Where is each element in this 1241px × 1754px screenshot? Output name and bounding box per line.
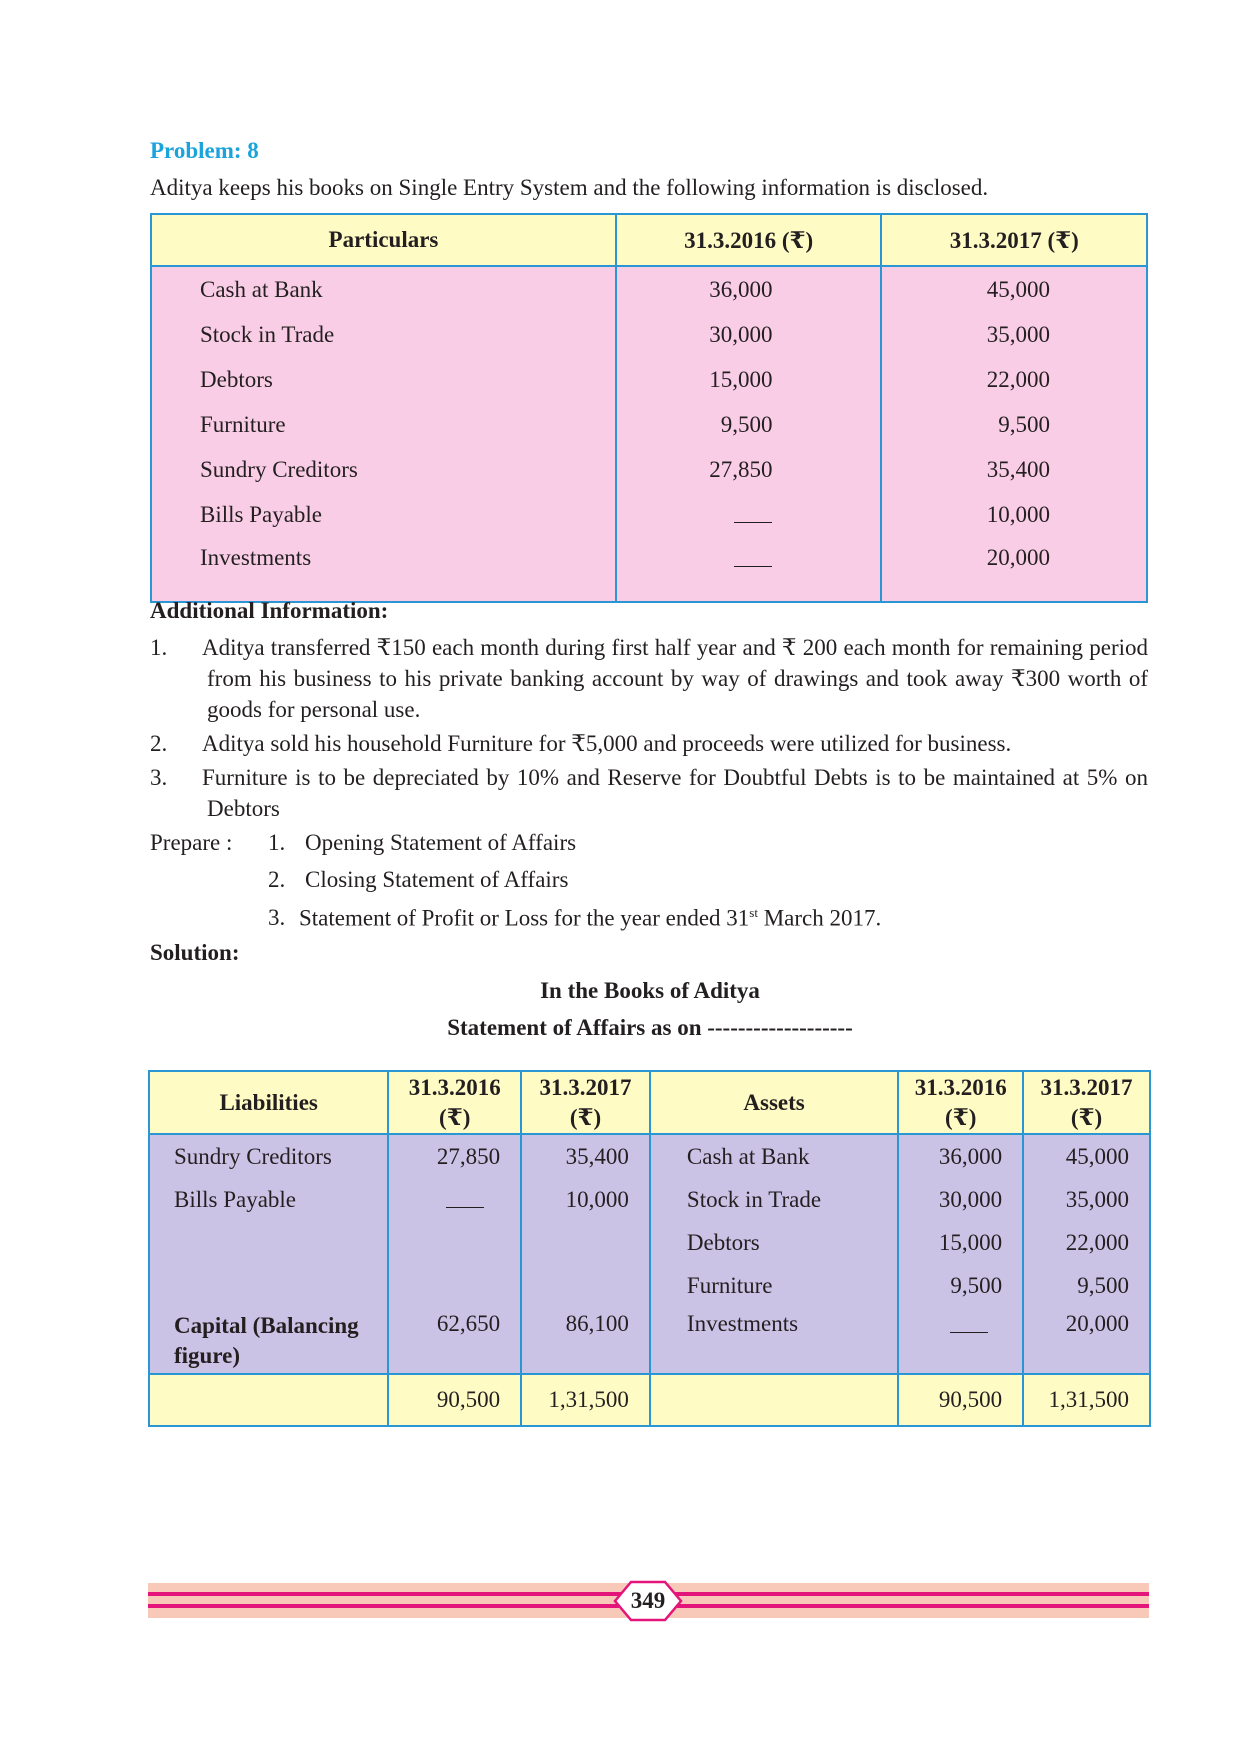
value-2016-cell: 9,500 [616, 402, 882, 447]
nil-dash [734, 565, 772, 567]
item-number: 3. [150, 765, 168, 790]
table-row [151, 402, 1147, 447]
total-asset-2016: 90,500 [898, 1374, 1023, 1426]
table-row [149, 1221, 1150, 1264]
value-2017-cell: 22,000 [881, 357, 1147, 402]
table-row [151, 537, 1147, 602]
header-asset-2016: 31.3.2016 (₹) [898, 1071, 1023, 1134]
table-row [149, 1134, 1150, 1178]
item-text: Aditya sold his household Furniture for ₹5,000 and proceeds were utilized for business. [202, 731, 1012, 756]
item-number: 2. [150, 731, 168, 756]
asset-2017: 45,000 [1023, 1134, 1150, 1178]
header-liab-2016: 31.3.2016 (₹) [388, 1071, 521, 1134]
prepare-item-number: 3. [268, 905, 286, 930]
totals-row [149, 1374, 1150, 1426]
asset-name: Stock in Trade [650, 1178, 898, 1221]
page-number: 349 [630, 1588, 666, 1613]
prepare-item-number: 1. [268, 830, 286, 855]
liability-name: Sundry Creditors [149, 1134, 388, 1178]
header-asset-2017: 31.3.2017 (₹) [1023, 1071, 1150, 1134]
asset-2017: 35,000 [1023, 1178, 1150, 1221]
information-table [150, 213, 1148, 603]
asset-2017: 9,500 [1023, 1264, 1150, 1307]
solution-title-books: In the Books of Aditya [540, 978, 760, 1003]
liability-2017: 10,000 [521, 1178, 650, 1221]
nil-dash [734, 521, 772, 523]
prepare-item-text: Statement of Profit or Loss for the year ended 31st March 2017. [299, 905, 882, 931]
statement-of-affairs-table [148, 1070, 1151, 1427]
value-2017-cell: 45,000 [881, 266, 1147, 312]
particular-cell: Stock in Trade [151, 312, 616, 357]
additional-info-heading: Additional Information: [150, 598, 389, 623]
intro-text: Aditya keeps his books on Single Entry System and the following information is disclosed. [150, 175, 989, 200]
asset-2016: 36,000 [898, 1134, 1023, 1178]
header-particulars: Particulars [151, 214, 616, 266]
prepare-item-number: 2. [268, 867, 286, 892]
statement-table-header [149, 1071, 1150, 1134]
value-2017-cell: 35,000 [881, 312, 1147, 357]
item-text: Furniture is to be depreciated by 10% and Reserve for Doubtful Debts is to be maintained at 5% on Debtors [202, 765, 1148, 821]
header-assets: Assets [650, 1071, 898, 1134]
prepare-label: Prepare : [150, 830, 233, 855]
particular-cell: Sundry Creditors [151, 447, 616, 492]
asset-2016 [898, 1307, 1023, 1374]
value-2017-cell: 20,000 [881, 537, 1147, 602]
solution-label: Solution: [150, 940, 240, 965]
asset-2016: 30,000 [898, 1178, 1023, 1221]
table-row [151, 447, 1147, 492]
particular-cell: Bills Payable [151, 492, 616, 537]
asset-2017: 22,000 [1023, 1221, 1150, 1264]
table-row [149, 1178, 1150, 1221]
total-liab-2017: 1,31,500 [521, 1374, 650, 1426]
asset-2016: 15,000 [898, 1221, 1023, 1264]
asset-name: Furniture [650, 1264, 898, 1307]
particular-cell: Cash at Bank [151, 266, 616, 312]
particular-cell: Debtors [151, 357, 616, 402]
liability-2017: 86,100 [521, 1307, 650, 1374]
value-2017-cell: 10,000 [881, 492, 1147, 537]
value-2017-cell: 9,500 [881, 402, 1147, 447]
value-2016-cell: 15,000 [616, 357, 882, 402]
table-row [151, 266, 1147, 312]
asset-2016: 9,500 [898, 1264, 1023, 1307]
table-row [151, 492, 1147, 537]
table-row [149, 1264, 1150, 1307]
table-row [149, 1307, 1150, 1374]
nil-dash [446, 1206, 484, 1208]
nil-dash [950, 1331, 988, 1333]
header-2017: 31.3.2017 (₹) [881, 214, 1147, 266]
liability-2016: 27,850 [388, 1134, 521, 1178]
total-liab-2016: 90,500 [388, 1374, 521, 1426]
item-text: Aditya transferred ₹150 each month during first half year and ₹ 200 each month for remaining period from his business to his private banking account by way of drawings and took away ₹300 worth of goods for personal use. [202, 635, 1148, 722]
item-number: 1. [150, 635, 168, 660]
table-row [151, 357, 1147, 402]
value-2016-cell: 27,850 [616, 447, 882, 492]
value-2017-cell: 35,400 [881, 447, 1147, 492]
prepare-item-text: Opening Statement of Affairs [305, 830, 577, 855]
solution-title-statement: Statement of Affairs as on ------------------- [447, 1015, 853, 1040]
header-liab-2017: 31.3.2017 (₹) [521, 1071, 650, 1134]
particular-cell: Investments [151, 537, 616, 602]
asset-name: Debtors [650, 1221, 898, 1264]
liability-name-capital: Capital (Balancing figure) [149, 1307, 388, 1374]
header-liabilities: Liabilities [149, 1071, 388, 1134]
asset-name: Investments [650, 1307, 898, 1374]
particular-cell: Furniture [151, 402, 616, 447]
total-asset-2017: 1,31,500 [1023, 1374, 1150, 1426]
liability-name: Bills Payable [149, 1178, 388, 1221]
value-2016-cell: 36,000 [616, 266, 882, 312]
information-table-header [151, 214, 1147, 266]
prepare-item-text: Closing Statement of Affairs [305, 867, 569, 892]
liability-2017: 35,400 [521, 1134, 650, 1178]
value-2016-cell [616, 492, 882, 537]
asset-name: Cash at Bank [650, 1134, 898, 1178]
problem-title: Problem: 8 [150, 138, 259, 163]
header-2016: 31.3.2016 (₹) [616, 214, 882, 266]
asset-2017: 20,000 [1023, 1307, 1150, 1374]
value-2016-cell [616, 537, 882, 602]
liability-2016: 62,650 [388, 1307, 521, 1374]
liability-2016 [388, 1178, 521, 1221]
value-2016-cell: 30,000 [616, 312, 882, 357]
table-row [151, 312, 1147, 357]
